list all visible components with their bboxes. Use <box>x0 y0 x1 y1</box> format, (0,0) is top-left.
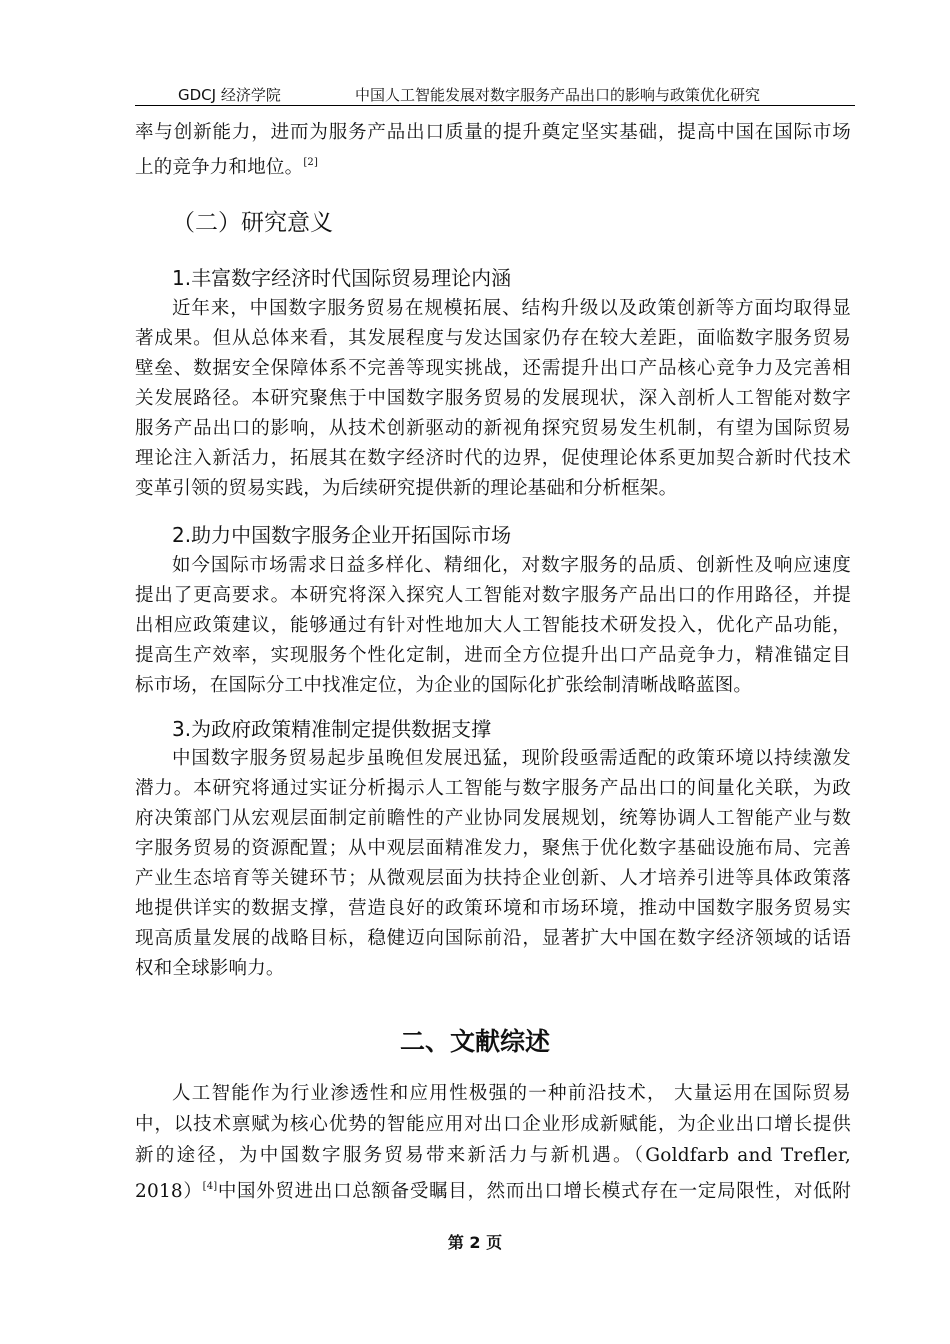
section-title: （二）研究意义 <box>172 210 333 236</box>
sub3-line: 现高质量发展的战略目标，稳健迈向国际前沿，显著扩大中国在数字经济领域的话语 <box>135 928 851 949</box>
sub3-line: 字服务贸易的资源配置；从中观层面精准发力，聚焦于优化数字基础设施布局、完善 <box>135 838 851 859</box>
sub1-line: 关发展路径。本研究聚焦于中国数字服务贸易的发展现状，深入剖析人工智能对数字 <box>135 388 851 409</box>
subsection-title-1: 1.丰富数字经济时代国际贸易理论内涵 <box>172 266 512 290</box>
continuation-text: 上的竞争力和地位。 <box>135 157 304 178</box>
subsection-title-2: 2.助力中国数字服务企业开拓国际市场 <box>172 523 512 547</box>
citation-ref: [4] <box>202 1181 218 1192</box>
sub1-line: 理论注入新活力，拓展其在数字经济时代的边界，促使理论体系更加契合新时代技术 <box>135 448 851 469</box>
sub1-line: 著成果。但从总体来看，其发展程度与发达国家仍存在较大差距，面临数字服务贸易 <box>135 328 851 349</box>
sub3-line: 中国数字服务贸易起步虽晚但发展迅猛，现阶段亟需适配的政策环境以持续激发 <box>172 748 851 769</box>
sub3-line: 地提供详实的数据支撑，营造良好的政策环境和市场环境，推动中国数字服务贸易实 <box>135 898 851 919</box>
lit-line: 中，以技术禀赋为核心优势的智能应用对出口企业形成新赋能，为企业出口增长提供 <box>135 1114 851 1135</box>
sub1-line: 近年来，中国数字服务贸易在规模拓展、结构升级以及政策创新等方面均取得显 <box>172 298 851 319</box>
header-rule <box>135 105 855 106</box>
header-thesis-title: 中国人工智能发展对数字服务产品出口的影响与政策优化研究 <box>355 86 761 104</box>
subsection-title-3: 3.为政府政策精准制定提供数据支撑 <box>172 717 492 741</box>
lit-line: 人工智能作为行业渗透性和应用性极强的一种前沿技术， 大量运用在国际贸易 <box>172 1083 851 1104</box>
chapter-title: 二、文献综述 <box>399 1027 550 1056</box>
sub3-line: 权和全球影响力。 <box>135 958 285 979</box>
lit-year: 2018） <box>135 1181 203 1202</box>
sub3-line: 产业生态培育等关键环节；从微观层面为扶持企业创新、人才培养引进等具体政策落 <box>135 868 851 889</box>
lit-line-4 <box>135 1172 851 1207</box>
citation-ref: [2] <box>303 157 319 168</box>
paragraph-continuation-line1: 率与创新能力，进而为服务产品出口质量的提升奠定坚实基础，提高中国在国际市场 <box>135 122 851 143</box>
sub3-line: 潜力。本研究将通过实证分析揭示人工智能与数字服务产品出口的间量化关联，为政 <box>135 778 851 799</box>
sub1-line: 服务产品出口的影响，从技术创新驱动的新视角探究贸易发生机制，有望为国际贸易 <box>135 418 851 439</box>
lit-line: 新的途径，为中国数字服务贸易带来新活力与新机遇。（Goldfarb and Trefler, <box>135 1145 851 1166</box>
sub2-line: 提出了更高要求。本研究将深入探究人工智能对数字服务产品出口的作用路径，并提 <box>135 585 851 606</box>
sub1-line: 变革引领的贸易实践，为后续研究提供新的理论基础和分析框架。 <box>135 478 678 499</box>
sub2-line: 标市场，在国际分工中找准定位，为企业的国际化扩张绘制清晰战略蓝图。 <box>135 675 753 696</box>
sub2-line: 提高生产效率，实现服务个性化定制，进而全方位提升出口产品竞争力，精准锚定目 <box>135 645 851 666</box>
page-number: 第 2 页 <box>447 1233 503 1252</box>
sub2-line: 出相应政策建议，能够通过有针对性地加大人工智能技术研发投入，优化产品功能， <box>135 615 851 636</box>
header-institution: GDCJ 经济学院 <box>178 86 281 104</box>
lit-text: 中国外贸进出口总额备受瞩目，然而出口增长模式存在一定局限性，对低附 <box>217 1181 851 1202</box>
paragraph-continuation-line2 <box>135 148 851 183</box>
sub1-line: 壁垒、数据安全保障体系不完善等现实挑战，还需提升出口产品核心竞争力及完善相 <box>135 358 851 379</box>
sub2-line: 如今国际市场需求日益多样化、精细化，对数字服务的品质、创新性及响应速度 <box>172 555 851 576</box>
sub3-line: 府决策部门从宏观层面制定前瞻性的产业协同发展规划，统筹协调人工智能产业与数 <box>135 808 851 829</box>
running-header <box>135 82 855 106</box>
